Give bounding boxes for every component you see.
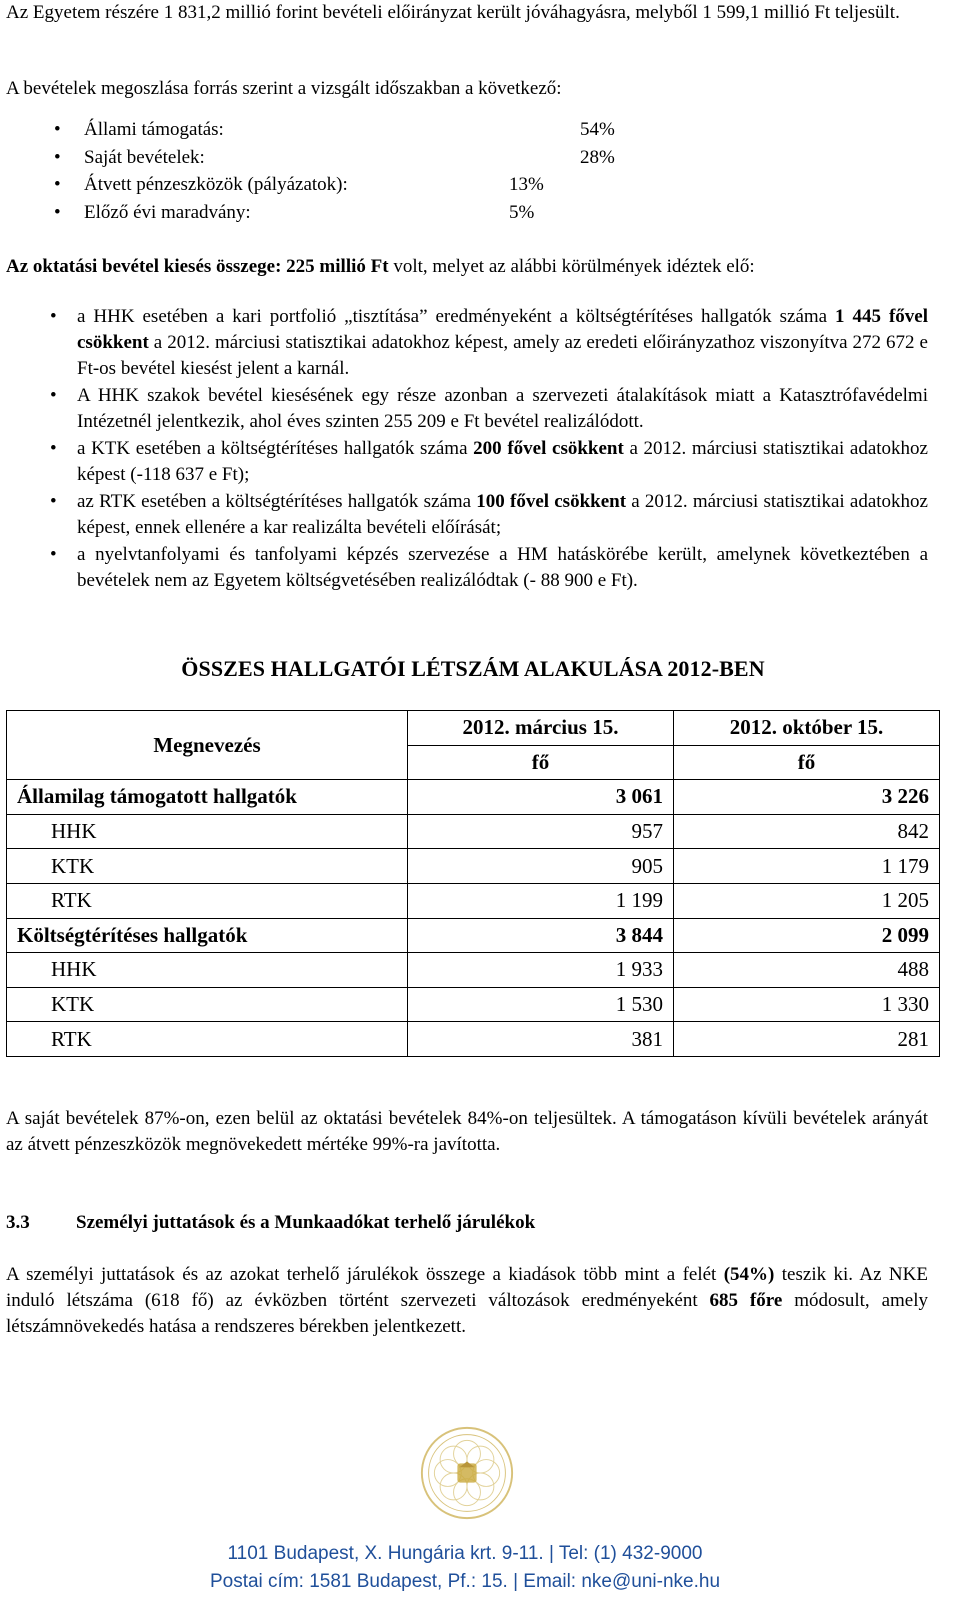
section-heading (6, 1212, 928, 1238)
reason-item: • A HHK szakok bevétel kiesésének egy része azonban a szervezeti átalakítások miatt a Katasztrófavédelmi Intézetnél jelentkezik, ahol éves szinten 255 209 e Ft bevétel realizálódott. (50, 385, 928, 432)
section-paragraph: A személyi juttatások és az azokat terhelő járulékok összege a kiadások több mint a felét (54%) teszik ki. Az NKE induló létszáma (618 fő) az évközben történt szervezeti változások eredményeként 685 főre módosult, amely létszámnövekedés hatása a rendszeres bérekben jelentkezett. (6, 1264, 929, 1337)
revenue-loss-amount: Az oktatási bevétel kiesés összege: 225 millió Ft (6, 256, 389, 277)
table-row: RTK 1 199 1 205 (7, 883, 940, 918)
revenue-sources-list (6, 116, 706, 226)
source-value: 5% (509, 201, 535, 223)
col-header-october: 2012. október 15. (674, 711, 940, 746)
bullet-icon: • (50, 438, 57, 459)
student-count-table (6, 710, 940, 1057)
table-row: Államilag támogatott hallgatók 3 061 3 226 (7, 780, 940, 815)
bullet-icon: • (50, 385, 57, 406)
col-header-march: 2012. március 15. (408, 711, 674, 746)
bullet-icon: • (54, 119, 61, 140)
source-value: 28% (580, 146, 615, 168)
footer-address: 1101 Budapest, X. Hungária krt. 9-11. | Tel: (1) 432-9000 (227, 1543, 703, 1564)
unit-march: fő (408, 745, 674, 780)
source-value: 54% (580, 119, 615, 140)
source-item (6, 199, 706, 227)
bullet-icon: • (54, 174, 61, 195)
table-row: HHK 1 933 488 (7, 953, 940, 988)
source-label: Saját bevételek: (84, 146, 205, 168)
reason-item: • a nyelvtanfolyami és tanfolyami képzés szervezése a HM hatáskörébe került, amelynek következtében a bevételek nem az Egyetem költségvetésében realizálódtak (- 88 900 e Ft). (50, 544, 928, 591)
reason-item: • az RTK esetében a költségtérítéses hallgatók száma 100 fővel csökkent a 2012. márciusi statisztikai adatokhoz képest, ennek ellenére a kar realizálta bevételi előírását; (50, 491, 928, 538)
footer-postal: Postai cím: 1581 Budapest, Pf.: 15. | Email: nke@uni-nke.hu (209, 1571, 721, 1592)
bullet-icon: • (50, 306, 57, 327)
bullet-icon: • (54, 146, 61, 168)
table-row: RTK 381 281 (7, 1022, 940, 1057)
loss-reasons-list (6, 304, 928, 595)
table-row: KTK 1 530 1 330 (7, 987, 940, 1022)
section-title: Személyi juttatások és a Munkaadókat terhelő járulékok (76, 1212, 536, 1233)
source-item (6, 116, 706, 144)
section-number: 3.3 (6, 1212, 30, 1233)
distribution-heading: A bevételek megoszlása forrás szerint a vizsgált időszakban a következő: (6, 78, 562, 99)
table-row: KTK 905 1 179 (7, 849, 940, 884)
after-table-paragraph: A saját bevételek 87%-on, ezen belül az oktatási bevételek 84%-on teljesültek. A támogatáson kívüli bevételek arányát az átvett pénzeszközök megnövekedett mértéke 99%-ra javította. (6, 1108, 928, 1155)
bullet-icon: • (54, 201, 61, 223)
revenue-loss-rest: volt, melyet az alábbi körülmények idéztek elő: (388, 256, 755, 277)
source-value: 13% (509, 174, 544, 195)
source-label: Állami támogatás: (84, 119, 224, 140)
col-header-name: Megnevezés (7, 711, 408, 780)
unit-october: fő (674, 745, 940, 780)
source-item (6, 144, 706, 172)
table-row: HHK 957 842 (7, 814, 940, 849)
revenue-loss-line (6, 254, 755, 280)
table-row: Költségtérítéses hallgatók 3 844 2 099 (7, 918, 940, 953)
table-title: ÖSSZES HALLGATÓI LÉTSZÁM ALAKULÁSA 2012-BEN (181, 656, 765, 681)
bullet-icon: • (50, 544, 57, 565)
source-label: Átvett pénzeszközök (pályázatok): (84, 174, 348, 195)
university-seal-logo (419, 1425, 515, 1521)
source-label: Előző évi maradvány: (84, 201, 251, 223)
bullet-icon: • (50, 491, 57, 512)
intro-paragraph: Az Egyetem részére 1 831,2 millió forint bevételi előirányzat került jóváhagyásra, melyből 1 599,1 millió Ft teljesült. (6, 2, 900, 23)
reason-item: • a KTK esetében a költségtérítéses hallgatók száma 200 fővel csökkent a 2012. márciusi statisztikai adatokhoz képest (-118 637 e Ft); (50, 438, 928, 485)
reason-item: • a HHK esetében a kari portfolió „tisztítása” eredményeként a költségtérítéses hallgatók száma 1 445 fővel csökkent a 2012. márciusi statisztikai adatokhoz képest, amely az eredeti előirányzathoz viszonyítva 272 672 e Ft-os bevétel kiesést jelent a karnál. (50, 306, 928, 379)
source-item (6, 171, 706, 199)
